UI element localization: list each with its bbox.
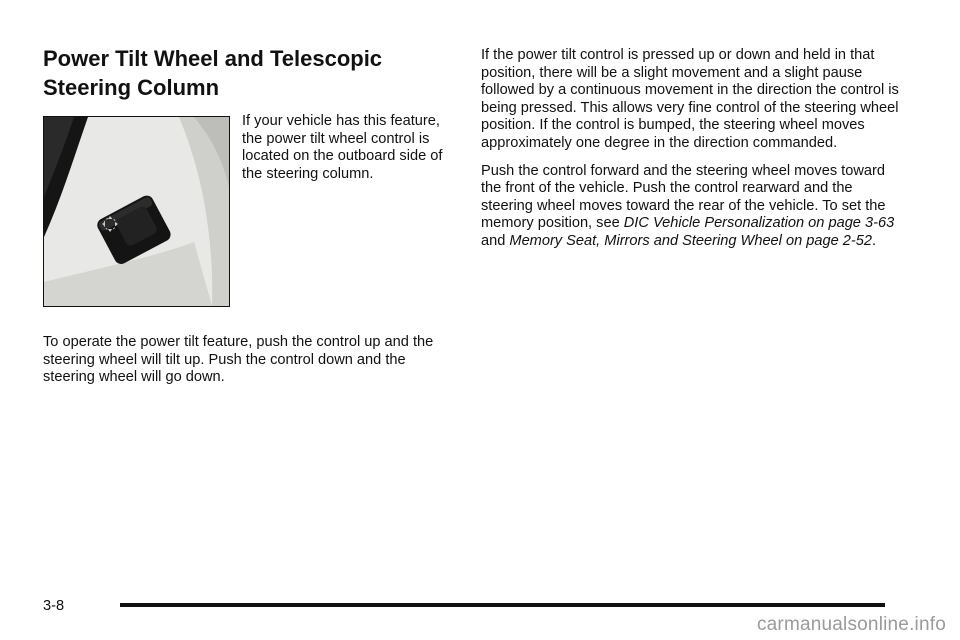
conjunction-text: and — [481, 232, 510, 249]
sentence-end: . — [872, 232, 877, 249]
intro-paragraph: If your vehicle has this feature, the power tilt wheel control is located on the outboard side of the steering column. — [242, 113, 443, 182]
footer-rule — [120, 603, 885, 607]
hold-behavior-paragraph: If the power tilt control is pressed up or down and held in that position, there will be a slight movement and a slight pause followed by a continuous movement in the direction the control is being pressed. This allows very fine control of the steering wheel position. If the control is bumped, the steering wheel moves approximately one degree in the direction commanded. — [481, 47, 899, 151]
page-number: 3-8 — [43, 598, 65, 614]
page-title: Power Tilt Wheel and Telescopic Steering Column — [43, 46, 383, 100]
dic-personalization-link[interactable]: DIC Vehicle Personalization on page 3-63 — [623, 215, 895, 232]
telescope-paragraph — [481, 163, 901, 251]
telescope-text: Push the control forward and the steering wheel moves toward the front of the vehicle. Push the control rearward and the steering wheel moves toward the rear of the vehicle. To set the memory position, see — [481, 162, 886, 232]
operate-paragraph: To operate the power tilt feature, push the control up and the steering wheel will tilt up. Push the control down and the steering wheel will go down. — [43, 334, 434, 386]
memory-seat-link[interactable]: Memory Seat, Mirrors and Steering Wheel on page 2-52 — [509, 232, 872, 249]
power-tilt-control-illustration — [43, 116, 230, 307]
watermark: carmanualsonline.info — [756, 614, 946, 635]
right-column — [481, 47, 901, 261]
